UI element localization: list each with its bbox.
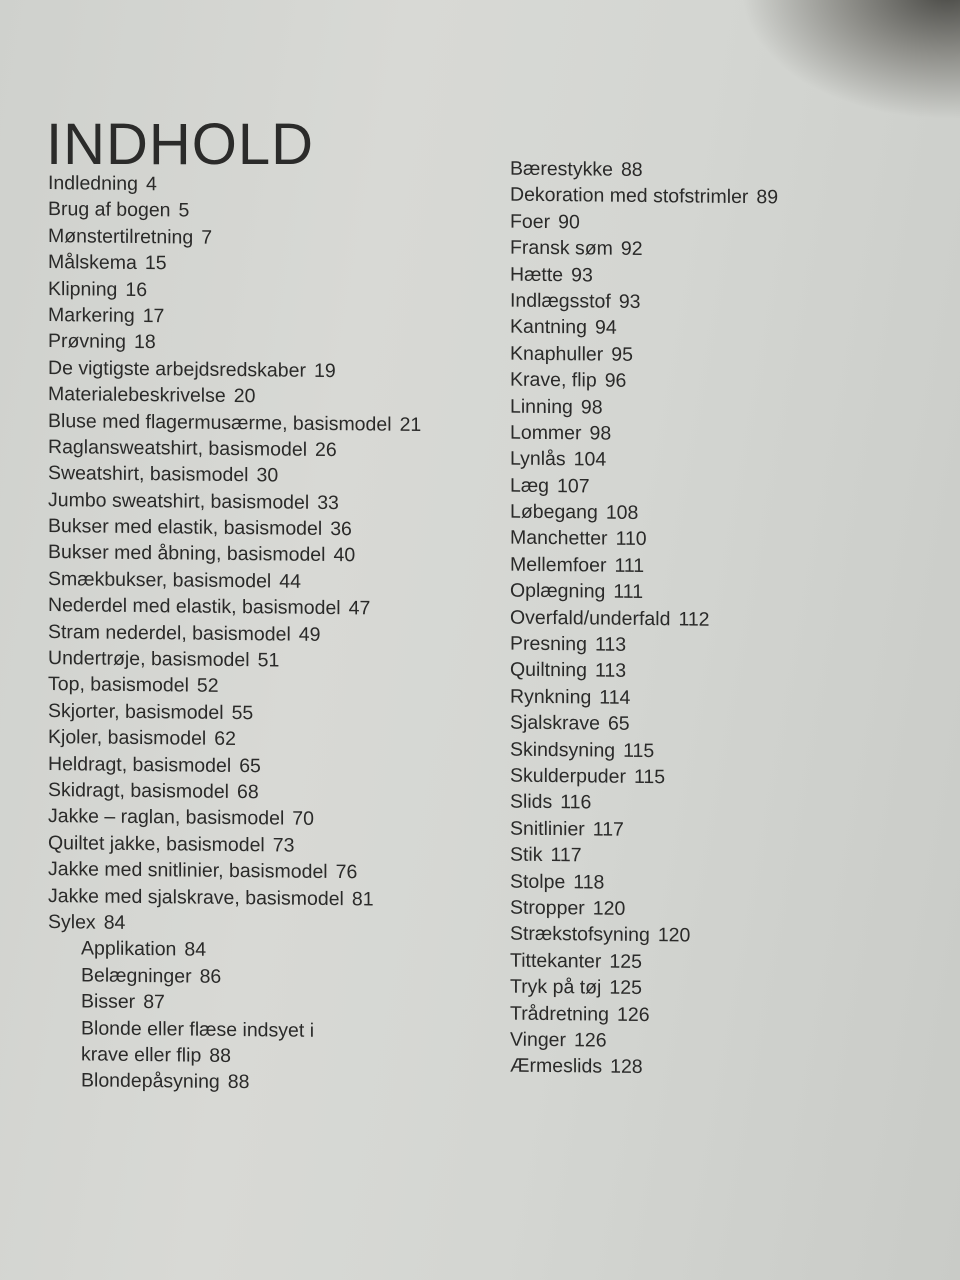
toc-entry-title: Skidragt, basismodel [48,779,230,803]
toc-entry [510,895,778,924]
toc-entry-page: 110 [615,528,647,551]
toc-entry [48,1015,421,1045]
toc-entry-page: 89 [756,186,779,209]
toc-entry-title: Krave, flip [510,368,597,392]
toc-entry-title: Lommer [510,421,582,445]
toc-entry-title: Løbegang [510,500,598,524]
toc-entry-title: De vigtigste arbejdsredskaber [48,356,306,382]
toc-entry-page: 16 [125,278,148,301]
toc-entry-title: Overfald/underfald [510,606,671,630]
toc-entry-title: Kjoler, basismodel [48,726,207,750]
toc-entry [510,631,778,660]
toc-entry [48,671,421,701]
toc-entry-title: Ærmeslids [510,1054,603,1078]
toc-entry-page: 113 [594,659,627,683]
toc-entry-page: 126 [617,1003,650,1026]
toc-entry-title: Rynkning [510,685,592,709]
toc-entry-title: Raglansweatshirt, basismodel [48,435,308,461]
toc-entry-title: Jakke med sjalskrave, basismodel [48,884,344,910]
toc-entry [510,551,778,580]
toc-entry-page: 104 [573,448,607,471]
toc-entry-title: Indledning [48,172,138,195]
page-title: INDHOLD [46,111,315,177]
toc-entry-page: 55 [231,701,254,725]
toc-entry-page: 30 [256,464,279,487]
toc-entry-title: Knaphuller [510,342,604,366]
toc-entry [510,604,778,633]
toc-entry [48,830,421,860]
toc-entry [48,645,421,675]
toc-entry [48,566,421,596]
toc-entry [48,724,421,754]
toc-entry-page: 84 [103,911,126,934]
toc-entry-page: 44 [279,570,301,593]
toc-entry-title: Fransk søm [510,236,613,260]
toc-entry-page: 4 [146,173,157,196]
toc-entry-page: 47 [348,597,371,620]
toc-entry-title: Applikation [81,937,177,961]
toc-entry-title: Prøvning [48,330,127,354]
toc-entry-title: Oplægning [510,579,606,603]
toc-entry-page: 62 [214,727,236,751]
toc-entry [510,710,778,739]
toc-entry [48,1041,421,1071]
toc-entry [48,935,421,965]
toc-entry-title: Brug af bogen [48,198,171,222]
toc-entry-page: 115 [634,765,666,789]
toc-entry [510,499,778,528]
toc-entry-title: Blonde eller flæse indsyet i [81,1016,315,1042]
toc-entry-page: 65 [239,754,261,777]
toc-entry [510,736,778,765]
toc-entry-page: 120 [657,924,691,947]
toc-entry-title: Materialebeskrivelse [48,383,226,408]
toc-entry-title: Hætte [510,263,564,286]
toc-entry-page: 108 [605,501,639,525]
toc-entry [48,223,421,253]
toc-entry [48,487,421,517]
toc-entry [510,340,778,369]
toc-entry-page: 26 [315,438,337,461]
toc-entry-page: 15 [144,252,167,275]
toc-entry-page: 93 [618,290,641,313]
toc-entry-page: 18 [134,331,156,354]
toc-entry-page: 115 [623,739,655,762]
toc-entry [510,842,778,871]
toc-entry [510,1053,778,1082]
toc-entry-title: Vinger [510,1028,567,1052]
toc-entry-page: 95 [611,343,633,366]
toc-entry [48,513,421,543]
toc-entry [510,683,778,712]
toc-entry-page: 98 [580,395,603,419]
toc-entry-title: Trådretning [510,1002,609,1026]
toc-left-column [48,170,421,1098]
toc-entry-page: 17 [142,304,165,328]
toc-entry-page: 76 [335,861,358,884]
toc-entry-page: 126 [574,1029,607,1052]
toc-entry-page: 65 [607,712,630,736]
toc-entry-title: Heldragt, basismodel [48,752,232,777]
toc-entry [48,170,421,200]
toc-entry [510,156,778,185]
toc-entry-title: Foer [510,210,551,233]
toc-entry-title: Mellemfoer [510,553,607,577]
toc-entry [48,592,421,622]
toc-entry-page: 125 [609,950,642,973]
toc-entry-title: Lynlås [510,447,566,471]
toc-entry [48,381,421,411]
toc-entry [48,619,421,649]
toc-entry [48,328,421,358]
toc-entry-page: 70 [292,807,314,831]
toc-entry-title: Bisser [81,990,136,1014]
toc-entry-page: 94 [594,316,617,340]
toc-entry [510,763,778,792]
toc-entry [510,367,778,396]
toc-entry-page: 40 [333,544,356,567]
toc-entry [510,578,778,607]
toc-entry-page: 5 [178,199,190,222]
toc-entry [510,182,778,211]
toc-entry [510,446,778,475]
toc-entry [48,540,421,570]
toc-entry [48,698,421,728]
toc-entry-page: 117 [550,844,582,867]
toc-entry-page: 20 [233,385,256,408]
toc-entry [48,302,421,332]
toc-entry-page: 118 [573,870,605,894]
toc-entry [510,657,778,686]
toc-entry-title: Stik [510,843,543,867]
toc-entry [48,988,421,1018]
toc-entry-title: Klipning [48,277,118,301]
toc-entry [510,235,778,264]
toc-entry-title: Bukser med åbning, basismodel [48,541,326,567]
toc-entry-title: Målskema [48,251,137,275]
toc-entry [510,974,778,1003]
toc-entry-title: krave eller flip [81,1043,202,1067]
toc-entry-page: 73 [272,834,295,857]
toc-entry-page: 49 [298,623,321,646]
toc-entry-page: 84 [184,938,207,962]
toc-entry [510,789,778,818]
toc-entry [48,856,421,886]
toc-entry [510,921,778,950]
toc-entry [510,261,778,290]
toc-entry [510,288,778,317]
toc-entry-title: Quiltet jakke, basismodel [48,831,265,857]
toc-entry-page: 21 [399,413,422,436]
toc-entry [48,777,421,807]
toc-entry-title: Presning [510,632,587,656]
toc-entry-title: Strækstofsyning [510,922,650,947]
toc-entry-page: 19 [313,359,336,382]
toc-entry-page: 96 [604,369,627,392]
toc-entry-title: Jumbo sweatshirt, basismodel [48,488,310,514]
toc-entry-page: 51 [257,649,280,672]
toc-entry [510,815,778,844]
toc-entry-page: 81 [351,887,374,911]
toc-entry-page: 87 [143,991,165,1014]
toc-entry-title: Stram nederdel, basismodel [48,620,291,646]
toc-entry-title: Skulderpuder [510,764,626,788]
toc-entry [510,525,778,554]
toc-entry-title: Skindsyning [510,738,616,762]
toc-entry-page: 120 [592,897,626,920]
toc-entry-page: 52 [196,675,219,698]
toc-entry [510,420,778,449]
toc-entry [510,868,778,897]
toc-entry [48,883,421,913]
toc-entry-title: Tittekanter [510,949,602,973]
toc-entry-page: 113 [594,633,627,656]
toc-entry [48,1067,421,1097]
toc-entry [510,393,778,422]
toc-entry-page: 88 [209,1044,231,1067]
toc-entry-title: Slids [510,790,553,814]
toc-entry [510,1000,778,1029]
toc-entry-title: Snitlinier [510,817,585,841]
toc-entry-page: 86 [199,965,222,988]
toc-entry-title: Indlægsstof [510,289,611,313]
toc-entry-page: 7 [201,226,213,249]
toc-entry-title: Sjalskrave [510,711,600,735]
toc-entry-page: 107 [557,474,590,498]
toc-entry [510,472,778,501]
toc-entry-title: Linning [510,395,573,418]
toc-entry-title: Bærestykke [510,157,613,181]
toc-entry-title: Sweatshirt, basismodel [48,462,249,487]
toc-entry-title: Sylex [48,910,96,934]
toc-entry [510,947,778,976]
toc-entry-title: Smækbukser, basismodel [48,567,272,593]
toc-entry-page: 114 [599,686,631,709]
toc-entry-title: Dekoration med stofstrimler [510,183,749,209]
toc-entry-page: 88 [620,158,643,181]
toc-entry-title: Nederdel med elastik, basismodel [48,594,341,620]
toc-entry-page: 68 [237,781,259,804]
toc-entry [48,249,421,279]
toc-entry-page: 111 [613,580,644,604]
toc-entry-page: 111 [614,554,645,577]
toc-entry [48,460,421,490]
toc-entry-page: 98 [589,422,612,445]
toc-entry-page: 92 [620,237,643,261]
toc-entry [510,208,778,237]
toc-entry [48,355,421,385]
toc-entry-title: Stolpe [510,870,566,893]
toc-entry-title: Jakke med snitlinier, basismodel [48,858,328,884]
corner-shadow [740,0,960,120]
toc-entry [510,314,778,343]
toc-entry-title: Top, basismodel [48,673,189,697]
toc-entry-title: Bluse med flagermusærme, basismodel [48,409,392,436]
toc-entry-page: 36 [330,518,352,541]
toc-entry [48,196,421,226]
toc-entry-title: Belægninger [81,964,192,988]
toc-entry-page: 125 [609,976,642,1000]
toc-entry-page: 112 [678,608,710,631]
toc-entry-page: 128 [610,1055,643,1079]
toc-entry-page: 93 [571,263,593,287]
toc-entry-page: 90 [558,210,580,234]
toc-entry [48,434,421,464]
toc-entry-page: 88 [227,1071,250,1094]
toc-entry-page: 116 [560,791,592,814]
toc-entry-title: Bukser med elastik, basismodel [48,515,323,540]
toc-entry-page: 33 [317,491,339,514]
toc-entry-page: 117 [592,818,624,841]
toc-entry [48,962,421,992]
toc-entry [510,1026,778,1055]
toc-entry [48,751,421,781]
toc-entry-title: Mønstertilretning [48,224,194,249]
toc-entry-title: Kantning [510,315,587,339]
toc-entry [48,408,421,438]
toc-entry-title: Jakke – raglan, basismodel [48,805,285,830]
toc-entry-title: Markering [48,303,135,327]
toc-entry-title: Manchetter [510,527,608,551]
toc-entry-title: Undertrøje, basismodel [48,647,250,672]
toc-entry [48,803,421,833]
toc-entry-title: Stropper [510,896,585,920]
toc-entry-title: Tryk på tøj [510,975,602,999]
toc-right-column [510,156,778,1082]
toc-entry [48,909,421,939]
toc-entry-title: Blondepåsyning [81,1069,220,1094]
toc-entry-title: Quiltning [510,659,587,682]
toc-entry-title: Læg [510,474,550,497]
toc-entry-title: Skjorter, basismodel [48,699,224,724]
toc-entry [48,276,421,306]
